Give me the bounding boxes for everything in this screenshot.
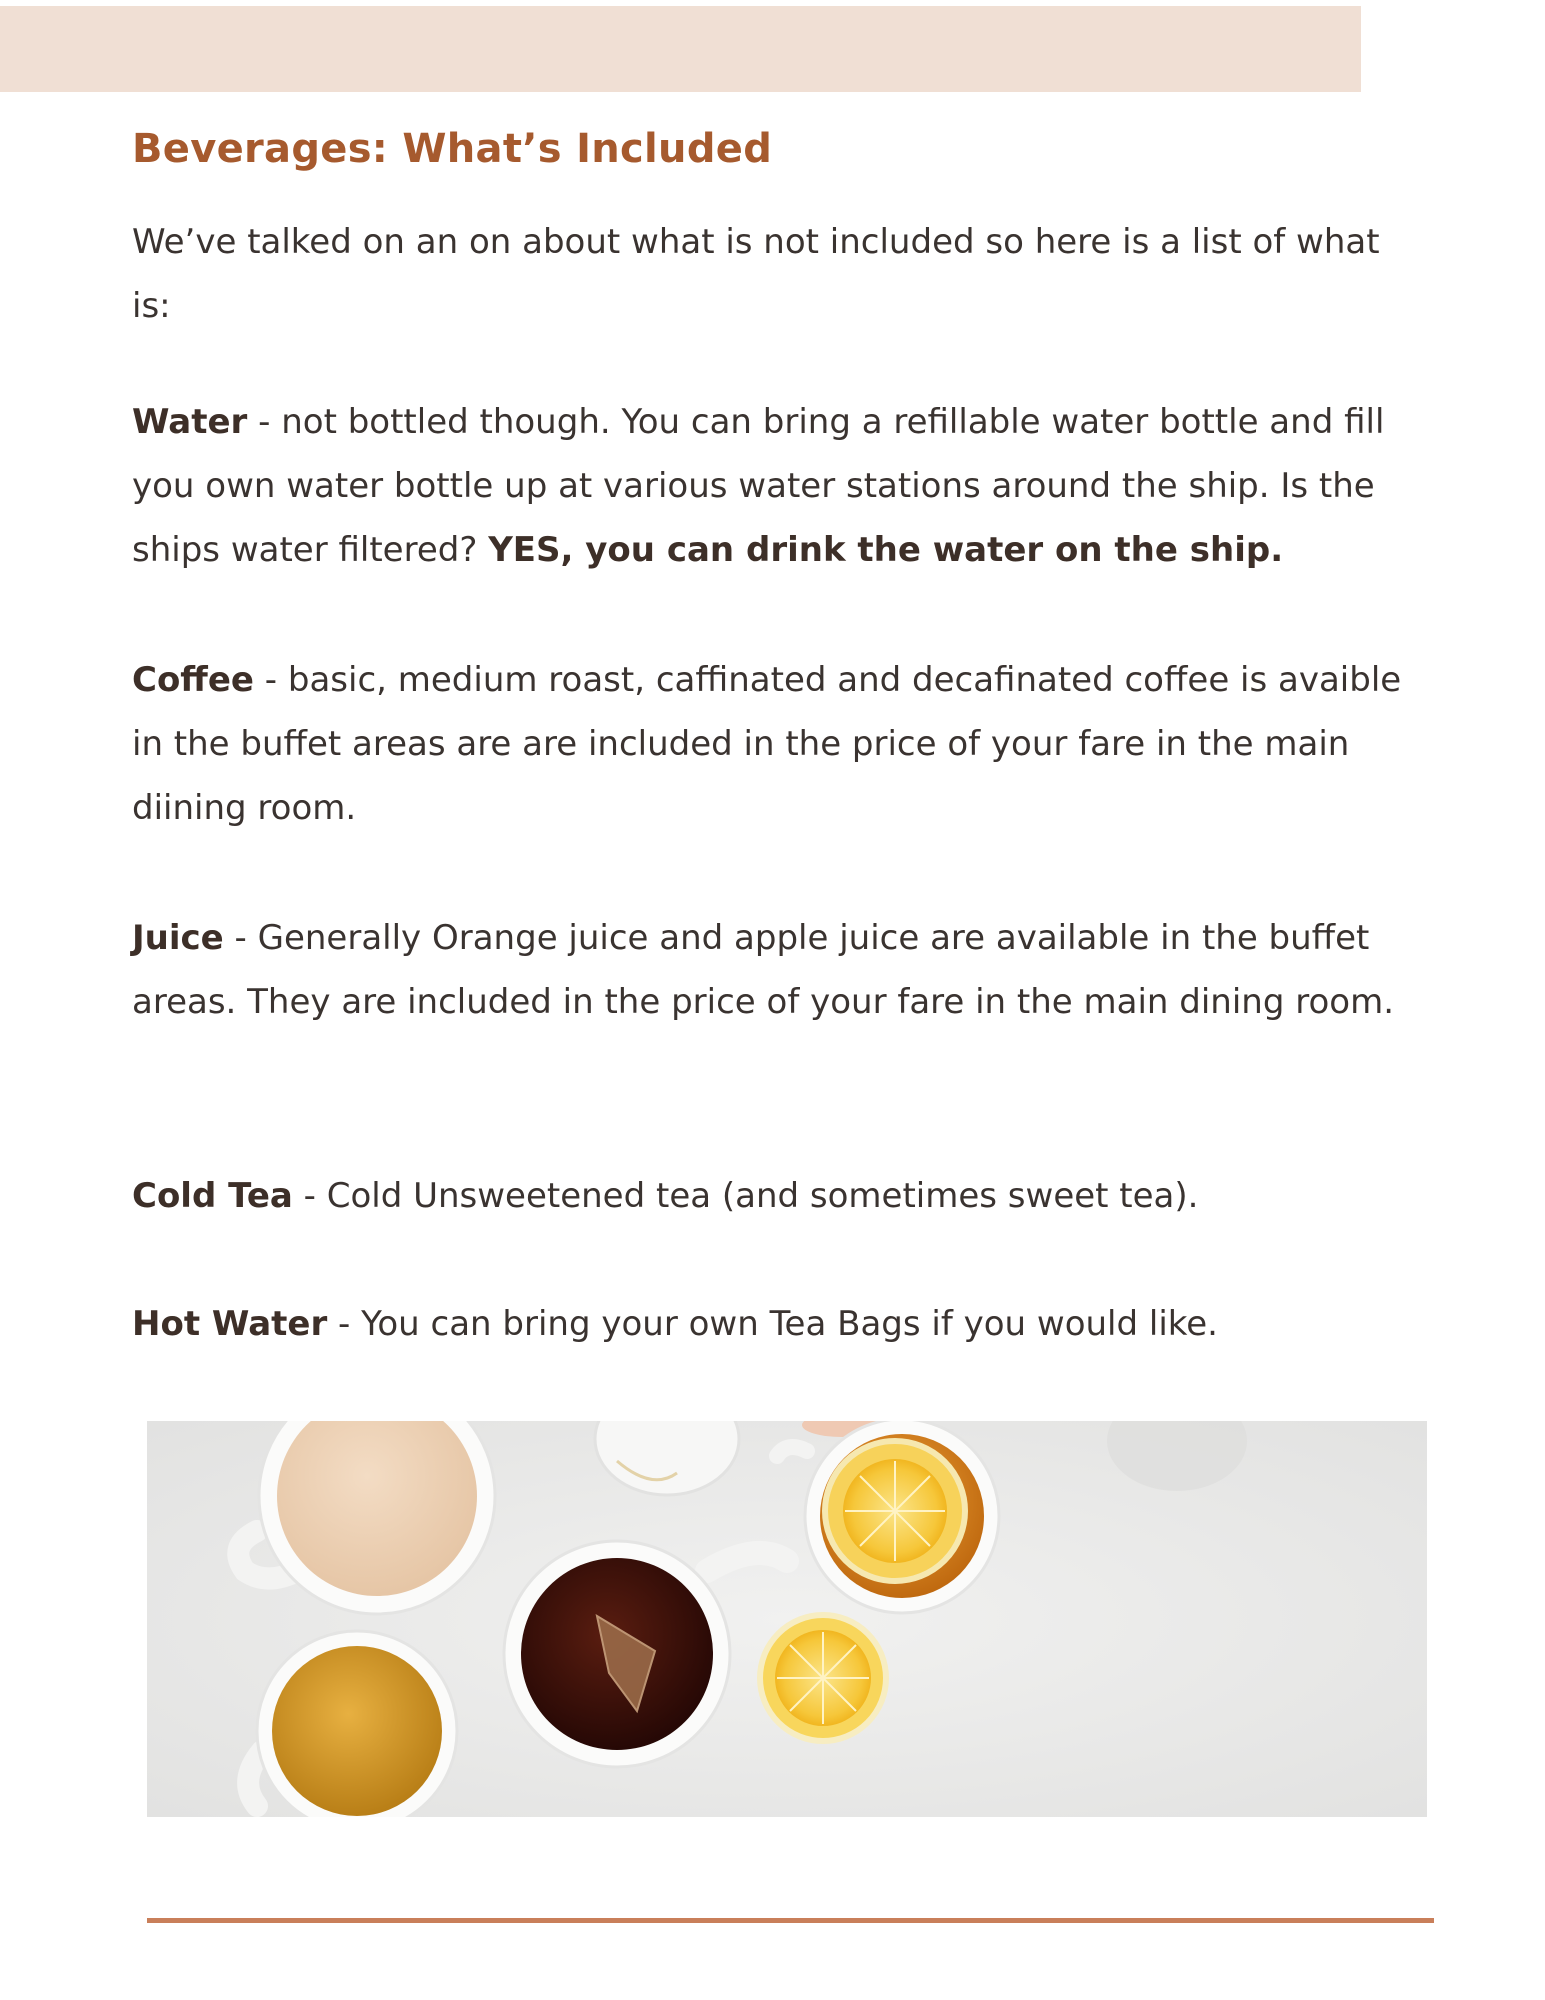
juice-paragraph [132,906,1422,1034]
cold-tea-paragraph [132,1164,1422,1228]
juice-label: Juice [132,918,224,958]
water-text: - not bottled though. You can bring a refillable water bottle and fill you own water bottle up at various water stations around the ship. Is the ships water filtered? [132,402,1385,570]
hot-water-label: Hot Water [132,1304,328,1344]
coffee-text: - basic, medium roast, caffinated and decafinated coffee is avaible in the buffet areas are are included in the price of your fare in the main diining room. [132,660,1402,828]
water-emphasis: YES, you can drink the water on the ship. [488,530,1284,570]
intro-paragraph: We’ve talked on an on about what is not included so here is a list of what is: [132,222,1380,326]
coffee-label: Coffee [132,660,254,700]
juice-text: - Generally Orange juice and apple juice are available in the buffet areas. They are included in the price of your fare in the main dining room. [132,918,1395,1022]
cold-tea-label: Cold Tea [132,1176,293,1216]
hot-water-text: - You can bring your own Tea Bags if you would like. [327,1304,1218,1344]
tea-cups-photo [147,1421,1427,1817]
top-banner [0,6,1361,92]
cold-tea-text: - Cold Unsweetened tea (and sometimes sweet tea). [292,1176,1199,1216]
water-paragraph [132,390,1422,582]
water-label: Water [132,402,248,442]
coffee-paragraph [132,648,1422,840]
hot-water-paragraph [132,1292,1422,1356]
bottom-divider [147,1918,1434,1923]
page-title: Beverages: What’s Included [132,126,773,172]
